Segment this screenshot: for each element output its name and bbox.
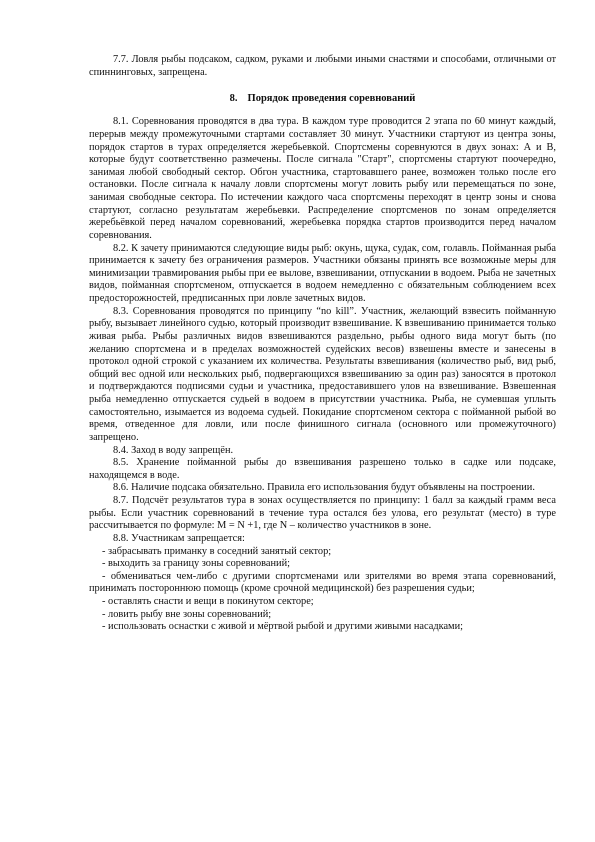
paragraph-8-6: 8.6. Наличие подсака обязательно. Правила его использования будут объявлены на построении. bbox=[113, 482, 535, 494]
list-item-prohibited-2: - выходить за границу зоны соревнований; bbox=[102, 558, 290, 570]
paragraph-8-5: 8.5. Хранение пойманной рыбы до взвешивания разрешено только в садке или подсаке, находящемся в воде. bbox=[89, 457, 556, 481]
paragraph-8-8: 8.8. Участникам запрещается: bbox=[113, 532, 245, 544]
paragraph-7-7: 7.7. Ловля рыбы подсаком, садком, руками и любыми иными снастями и способами, отличными от спиннинговых, запрещена. bbox=[89, 54, 556, 78]
section-title: Порядок проведения соревнований bbox=[247, 93, 416, 105]
paragraph-8-2: 8.2. К зачету принимаются следующие виды рыб: окунь, щука, судак, сом, голавль. Пойманная рыба принимается к зачету без ограничения размеров. Участники обязаны принять все возможные меры для минимизации травмирования рыбы при ее вылове, взвешивании, отпускании в водоем. Рыба не зачетных видов, пойманная спортсменом, отпускается в водоем немедленно с обязательным соблюдением всех предосторожностей, предписанных при ловле зачетных видов. bbox=[89, 242, 556, 304]
paragraph-8-7: 8.7. Подсчёт результатов тура в зонах осуществляется по принципу: 1 балл за каждый грамм веса рыбы. Если участник соревнований в течение тура остался без улова, его результат (место) в туре рассчитывается по формуле: М = N +1, где N – количество участников в зоне. bbox=[89, 495, 556, 532]
list-item-prohibited-1: - забрасывать приманку в соседний занятый сектор; bbox=[102, 545, 332, 557]
section-number: 8. bbox=[229, 93, 238, 105]
list-item-prohibited-5: - ловить рыбу вне зоны соревнований; bbox=[102, 608, 272, 620]
paragraph-8-1: 8.1. Соревнования проводятся в два тура. В каждом туре проводится 2 этапа по 60 минут каждый, перерыв между промежуточными стартами составляет 30 минут. Участники стартуют из центра зоны, порядок стартов в турах определяется жеребьевкой. Спортсмены соревнуются в двух зонах: А и В, которые будут соответственно размечены. После сигнала "Старт", спортсмены стартуют поочередно, занимая любой свободный сектор. Обгон участника, стартовавшего ранее, возможен только после его остановки. После сигнала к началу ловли спортсмены могут ловить рыбу или перемещаться по зоне, занимая свободные сектора. По истечении каждого часа спортсмены переходят в центр зоны и снова стартуют, согласно результатам жеребьевки. Распределение спортсменов по зонам определяется жеребьёвкой перед началом соревнований, жеребьевка порядка стартов производится перед началом соревнования. bbox=[89, 116, 556, 241]
list-item-prohibited-6: - использовать оснастки с живой и мёртвой рыбой и другими живыми насадками; bbox=[102, 621, 464, 633]
list-item-prohibited-3: - обмениваться чем-либо с другими спортсменами или зрителями во время этапа соревнований, принимать постороннюю помощь (кроме срочной медицинской) без разрешения судьи; bbox=[89, 570, 556, 595]
paragraph-8-4: 8.4. Заход в воду запрещён. bbox=[113, 444, 234, 456]
paragraph-8-3: 8.3. Соревнования проводятся по принципу “no kill”. Участник, желающий взвесить пойманную рыбу, вызывает линейного судью, который производит взвешивание. К взвешиванию принимается только живая рыба. Рыбы различных видов взвешиваются раздельно, рыбы одного вида могут быть (по желанию спортсмена и в пределах возможностей судейских весов) взвешены вместе и занесены в протокол одной строкой с указанием их количества. Результаты взвешивания (количество рыб, вид рыб, общий вес одной или нескольких рыб, подвергающихся взвешиванию за один раз) заносятся в протокол и подтверждаются подписями судьи и участника, предоставившего улов на взвешивание. Взвешенная рыба немедленно отпускается судьей в водоем в присутствии участника. Рыба, не сумевшая уплыть самостоятельно, изымается из водоема судьей. Покидание спортсменом сектора с пойманной рыбой во время, отведенное для ловли, или после финишного сигнала (основного или промежуточного) запрещено. bbox=[89, 305, 556, 443]
list-item-prohibited-4: - оставлять снасти и вещи в покинутом секторе; bbox=[102, 596, 314, 607]
section-heading-8 bbox=[89, 92, 556, 105]
